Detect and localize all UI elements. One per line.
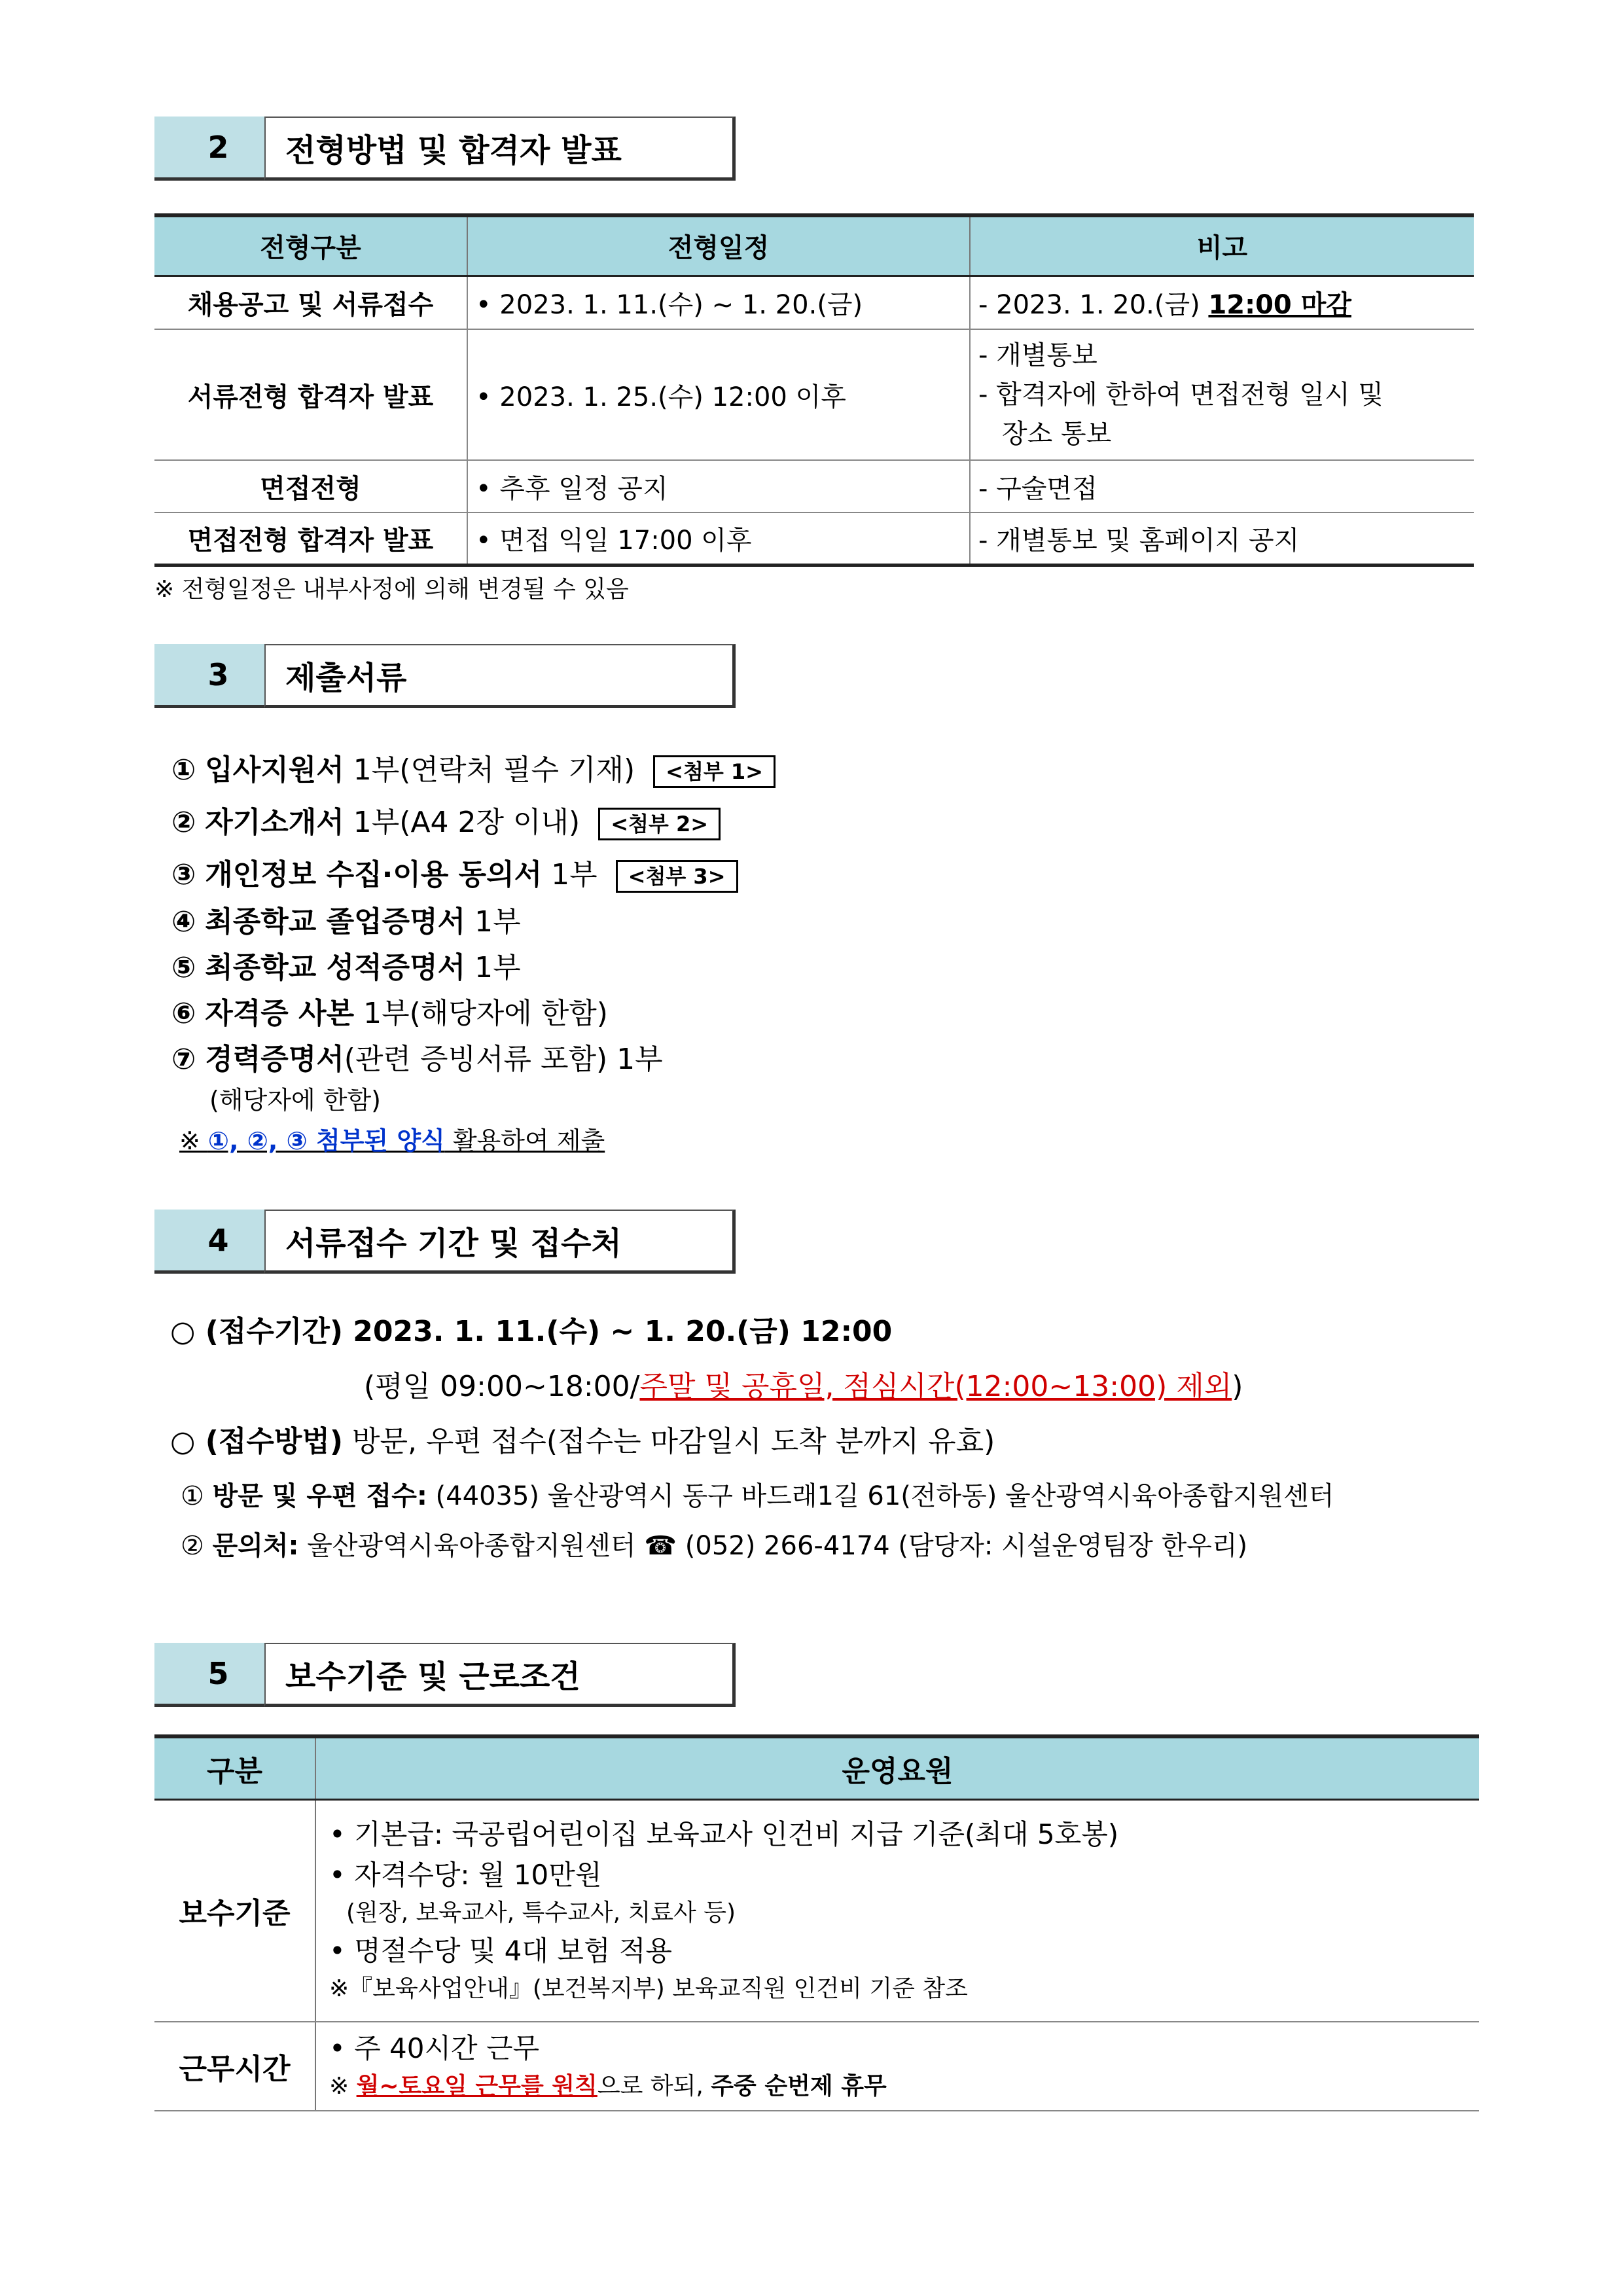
note-line: - 합격자에 한하여 면접전형 일시 및	[978, 380, 1383, 410]
attachment-tag: <첨부 2>	[598, 808, 721, 840]
receipt-contact	[181, 1525, 1247, 1562]
column-header: 전형일정	[467, 215, 970, 276]
hours-suffix: )	[1232, 1370, 1243, 1403]
stage-cell: 면접전형 합격자 발표	[154, 512, 467, 565]
document-item	[171, 1035, 663, 1077]
document-name: 최종학교 졸업증명서	[205, 905, 466, 939]
note-highlight: ①, ②, ③ 첨부된 양식	[207, 1126, 445, 1155]
document-item	[171, 746, 776, 788]
note-cell: - 개별통보 및 홈페이지 공지	[970, 512, 1474, 565]
date-cell: • 2023. 1. 25.(수) 12:00 이후	[467, 329, 970, 460]
document-name: 자기소개서	[205, 806, 344, 839]
date-cell: • 면접 익일 17:00 이후	[467, 512, 970, 565]
table-row	[154, 2022, 1479, 2111]
pay-note: ※『보육사업안내』(보건복지부) 보육교직원 인건비 기준 참조	[329, 1975, 968, 2003]
contact-info: 울산광역시육아종합지원센터 ☎ (052) 266-4174 (담당자: 시설운영팀장 한우리)	[298, 1531, 1248, 1561]
pay-item: • 기본급: 국공립어린이집 보육교사 인건비 지급 기준(최대 5호봉)	[329, 1818, 1119, 1851]
section-title: 제출서류	[264, 644, 736, 708]
table-row	[154, 1799, 1479, 2022]
pay-label: 보수기준	[154, 1799, 315, 2022]
note-cell	[970, 276, 1474, 329]
document-name: 경력증명서	[205, 1043, 344, 1076]
note-mark: ※	[329, 2073, 357, 2100]
document-name: 개인정보 수집·이용 동의서	[205, 858, 543, 891]
table-row	[154, 460, 1474, 512]
date-cell: • 2023. 1. 11.(수) ~ 1. 20.(금)	[467, 276, 970, 329]
section-title: 서류접수 기간 및 접수처	[264, 1210, 736, 1274]
receipt-period: ○ (접수기간) 2023. 1. 11.(수) ~ 1. 20.(금) 12:00	[170, 1315, 893, 1348]
deadline-text: 12:00 마감	[1208, 289, 1351, 320]
document-item	[171, 898, 521, 940]
work-label: 근무시간	[154, 2022, 315, 2111]
method-label: ○ (접수방법)	[170, 1425, 343, 1458]
pay-details	[315, 1799, 1479, 2022]
rotation-rest: 주중 순번제 휴무	[711, 2073, 887, 2100]
hours-text: (평일 09:00~18:00/	[364, 1370, 640, 1403]
document-detail: 1부(A4 2장 이내)	[344, 806, 580, 839]
section-number: 4	[154, 1210, 285, 1274]
note-line: 장소 통보	[1002, 419, 1112, 449]
document-detail: 1부(해당자에 한함)	[354, 997, 608, 1030]
item-number: ①	[171, 753, 196, 787]
section-number: 2	[154, 117, 285, 181]
document-detail: (관련 증빙서류 포함) 1부	[344, 1043, 663, 1076]
section-number: 5	[154, 1643, 285, 1707]
attachment-tag: <첨부 1>	[653, 755, 776, 788]
column-header: 구분	[154, 1736, 315, 1799]
note-mark: ※	[179, 1126, 208, 1155]
note-text: - 2023. 1. 20.(금)	[978, 289, 1209, 320]
table-header-row	[154, 1736, 1479, 1799]
document-name: 최종학교 성적증명서	[205, 951, 466, 984]
schedule-footnote: ※ 전형일정은 내부사정에 의해 변경될 수 있음	[154, 576, 629, 603]
column-header: 전형구분	[154, 215, 467, 276]
item-number: ⑤	[171, 951, 196, 984]
note-text: 활용하여 제출	[444, 1126, 605, 1155]
table-header-row	[154, 215, 1474, 276]
column-header: 운영요원	[315, 1736, 1479, 1799]
pay-table	[154, 1734, 1479, 2111]
document-detail: 1부	[465, 905, 521, 939]
contact-label: 문의처:	[212, 1531, 299, 1561]
work-item: • 주 40시간 근무	[329, 2032, 540, 2064]
document-detail: 1부	[542, 858, 597, 891]
visit-address: (44035) 울산광역시 동구 바드래1길 61(전하동) 울산광역시육아종합지원센터	[427, 1481, 1334, 1511]
column-header: 비고	[970, 215, 1474, 276]
item-number: ⑥	[171, 997, 196, 1030]
stage-cell: 면접전형	[154, 460, 467, 512]
document-item	[171, 851, 738, 893]
document-name: 입사지원서	[205, 753, 344, 787]
item-number: ②	[181, 1531, 204, 1561]
schedule-table	[154, 213, 1474, 567]
visit-label: 방문 및 우편 접수:	[212, 1481, 427, 1511]
stage-cell: 채용공고 및 서류접수	[154, 276, 467, 329]
table-row	[154, 276, 1474, 329]
document-item	[171, 990, 608, 1031]
attachment-tag: <첨부 3>	[616, 860, 738, 893]
receipt-hours	[364, 1363, 1243, 1405]
section-number: 3	[154, 644, 285, 708]
receipt-visit	[181, 1475, 1334, 1513]
item-number: ④	[171, 905, 196, 939]
document-detail: 1부	[465, 951, 521, 984]
section-title: 보수기준 및 근로조건	[264, 1643, 736, 1707]
document-item	[171, 798, 721, 840]
date-cell: • 추후 일정 공지	[467, 460, 970, 512]
method-text: 방문, 우편 접수(접수는 마감일시 도착 분까지 유효)	[342, 1425, 995, 1458]
stage-cell: 서류전형 합격자 발표	[154, 329, 467, 460]
note-cell	[970, 329, 1474, 460]
item-number: ①	[181, 1481, 204, 1511]
item-number: ②	[171, 806, 196, 839]
item-number: ③	[171, 858, 196, 891]
document-name: 자격증 사본	[205, 997, 355, 1030]
receipt-method	[170, 1418, 995, 1460]
document-item	[171, 944, 521, 986]
work-note	[329, 2069, 1466, 2104]
note-cell: - 구술면접	[970, 460, 1474, 512]
pay-subnote: (원장, 보육교사, 특수교사, 치료사 등)	[346, 1899, 736, 1927]
note-line: - 개별통보	[978, 340, 1097, 370]
pay-item: • 명절수당 및 4대 보험 적용	[329, 1935, 672, 1967]
work-principle: 월~토요일 근무를 원칙	[356, 2073, 597, 2100]
table-row	[154, 329, 1474, 460]
documents-note	[179, 1121, 605, 1157]
table-row	[154, 512, 1474, 565]
pay-item: • 자격수당: 월 10만원	[329, 1859, 602, 1892]
item-number: ⑦	[171, 1043, 196, 1076]
hours-exclusion: 주말 및 공휴일, 점심시간(12:00~13:00) 제외	[639, 1370, 1232, 1403]
note-text: 으로 하되,	[597, 2073, 711, 2100]
document-item-continuation: (해당자에 한함)	[209, 1086, 381, 1115]
section-title: 전형방법 및 합격자 발표	[264, 117, 736, 181]
work-details	[315, 2022, 1479, 2111]
document-detail: 1부(연락처 필수 기재)	[344, 753, 635, 787]
